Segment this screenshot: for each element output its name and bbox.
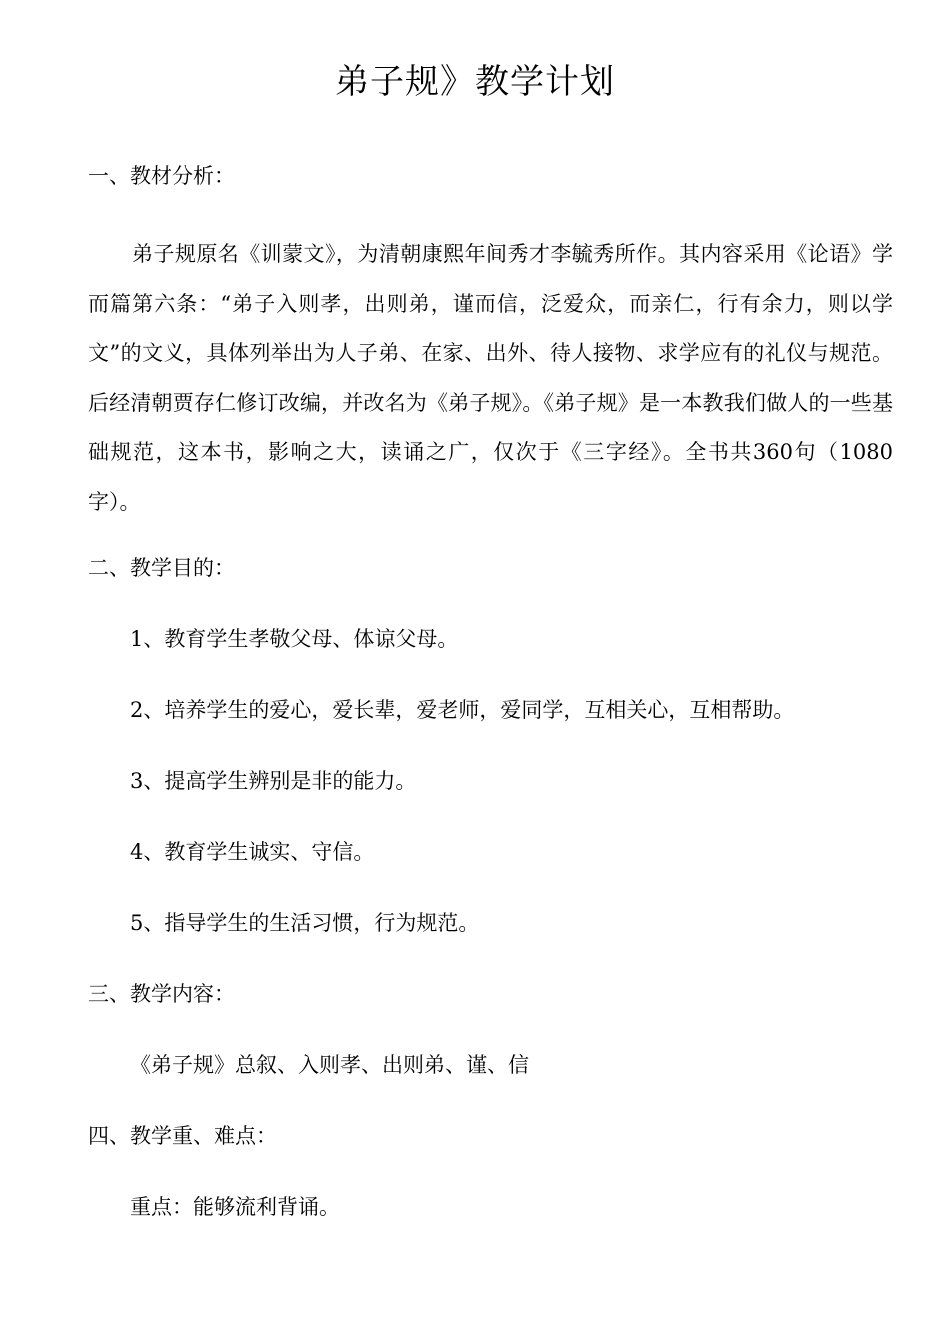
section-heading-key-points: 四、教学重、难点： (88, 1124, 277, 1148)
key-point-text: 重点：能够流利背诵。 (130, 1195, 340, 1219)
section-heading-content: 三、教学内容： (88, 982, 235, 1006)
objective-item-3: 3、提高学生辨别是非的能力。 (130, 769, 417, 793)
objective-item-5: 5、指导学生的生活习惯，行为规范。 (130, 911, 480, 935)
analysis-paragraph: 弟子规原名《训蒙文》，为清朝康熙年间秀才李毓秀所作。其内容采用《论语》学而篇第六条：“弟子入则孝，出则弟，谨而信，泛爱众，而亲仁，行有余力，则以学文”的文义，具体列举出为人子弟、在家、出外、待人接物、求学应有的礼仪与规范。后经清朝贾存仁修订改编，并改名为《弟子规》。《弟子规》是一本教我们做人的一些基础规范，这本书，影响之大，读诵之广，仅次于《三字经》。全书共360句（1080字）。 (88, 242, 893, 514)
document-title: 弟子规》教学计划 (335, 62, 615, 102)
section-heading-objectives: 二、教学目的： (88, 556, 235, 580)
section-heading-analysis: 一、教材分析： (88, 164, 235, 188)
objective-item-2: 2、培养学生的爱心，爱长辈，爱老师，爱同学，互相关心，互相帮助。 (130, 698, 795, 722)
teaching-content-text: 《弟子规》总叙、入则孝、出则弟、谨、信 (130, 1053, 529, 1077)
objective-item-1: 1、教育学生孝敬父母、体谅父母。 (130, 627, 459, 651)
objective-item-4: 4、教育学生诚实、守信。 (130, 840, 375, 864)
